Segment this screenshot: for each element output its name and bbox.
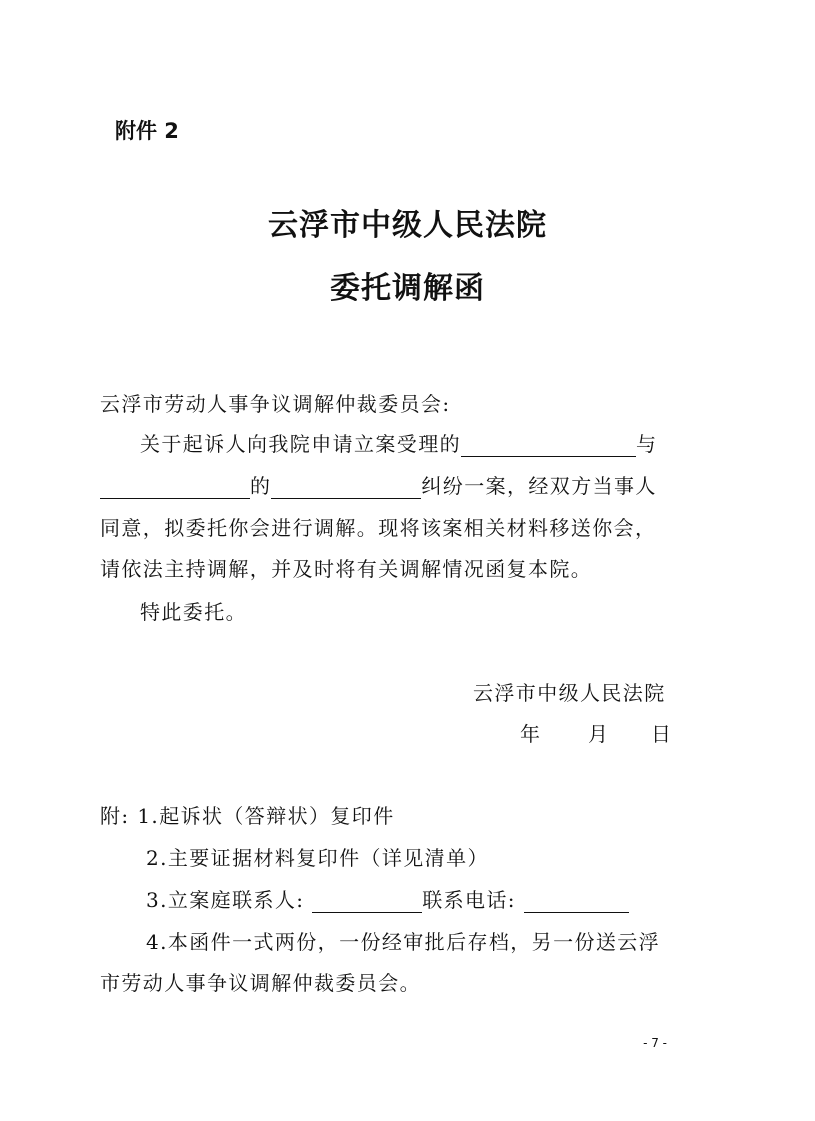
page-number: - 7 - (643, 1036, 667, 1050)
letter-title: 委托调解函 (330, 271, 485, 306)
phone-label: 联系电话: (422, 888, 516, 912)
date-year: 年 (520, 722, 542, 746)
plaintiff-blank[interactable] (461, 436, 636, 457)
paragraph-line-3: 同意，拟委托你会进行调解。现将该案相关材料移送你会， (100, 516, 657, 540)
contact-person-label: 3.立案庭联系人: (146, 888, 305, 912)
phone-blank[interactable] (524, 892, 629, 913)
date-month: 月 (588, 722, 610, 746)
attachment-item-4-line-1: 4.本函件一式两份，一份经审批后存档，另一份送云浮 (146, 930, 661, 954)
closing-text: 特此委托。 (140, 600, 247, 624)
defendant-blank[interactable] (100, 478, 250, 499)
attachment-item-4-line-2: 市劳动人事争议调解仲裁委员会。 (100, 971, 421, 995)
paragraph-text: 与 (636, 432, 658, 456)
court-title: 云浮市中级人民法院 (268, 208, 547, 243)
signature: 云浮市中级人民法院 (473, 681, 666, 705)
attachment-item-3 (146, 884, 629, 913)
paragraph-text: 纠纷一案，经双方当事人 (421, 474, 657, 498)
paragraph-line-2 (100, 470, 657, 499)
paragraph-line-1 (140, 428, 657, 457)
paragraph-text: 关于起诉人向我院申请立案受理的 (140, 432, 461, 456)
attachment-text: 1.起诉状（答辩状）复印件 (137, 804, 395, 828)
date-day: 日 (651, 722, 673, 746)
paragraph-line-4: 请依法主持调解，并及时将有关调解情况函复本院。 (100, 557, 593, 581)
attachment-label: 附件 2 (115, 119, 179, 143)
paragraph-text: 的 (250, 474, 272, 498)
attachment-item-2: 2.主要证据材料复印件（详见清单） (146, 846, 489, 870)
dispute-type-blank[interactable] (271, 478, 421, 499)
addressee: 云浮市劳动人事争议调解仲裁委员会: (100, 392, 451, 416)
attachment-item-1 (100, 800, 395, 829)
contact-person-blank[interactable] (312, 892, 422, 913)
attachments-prefix: 附: (100, 804, 130, 828)
